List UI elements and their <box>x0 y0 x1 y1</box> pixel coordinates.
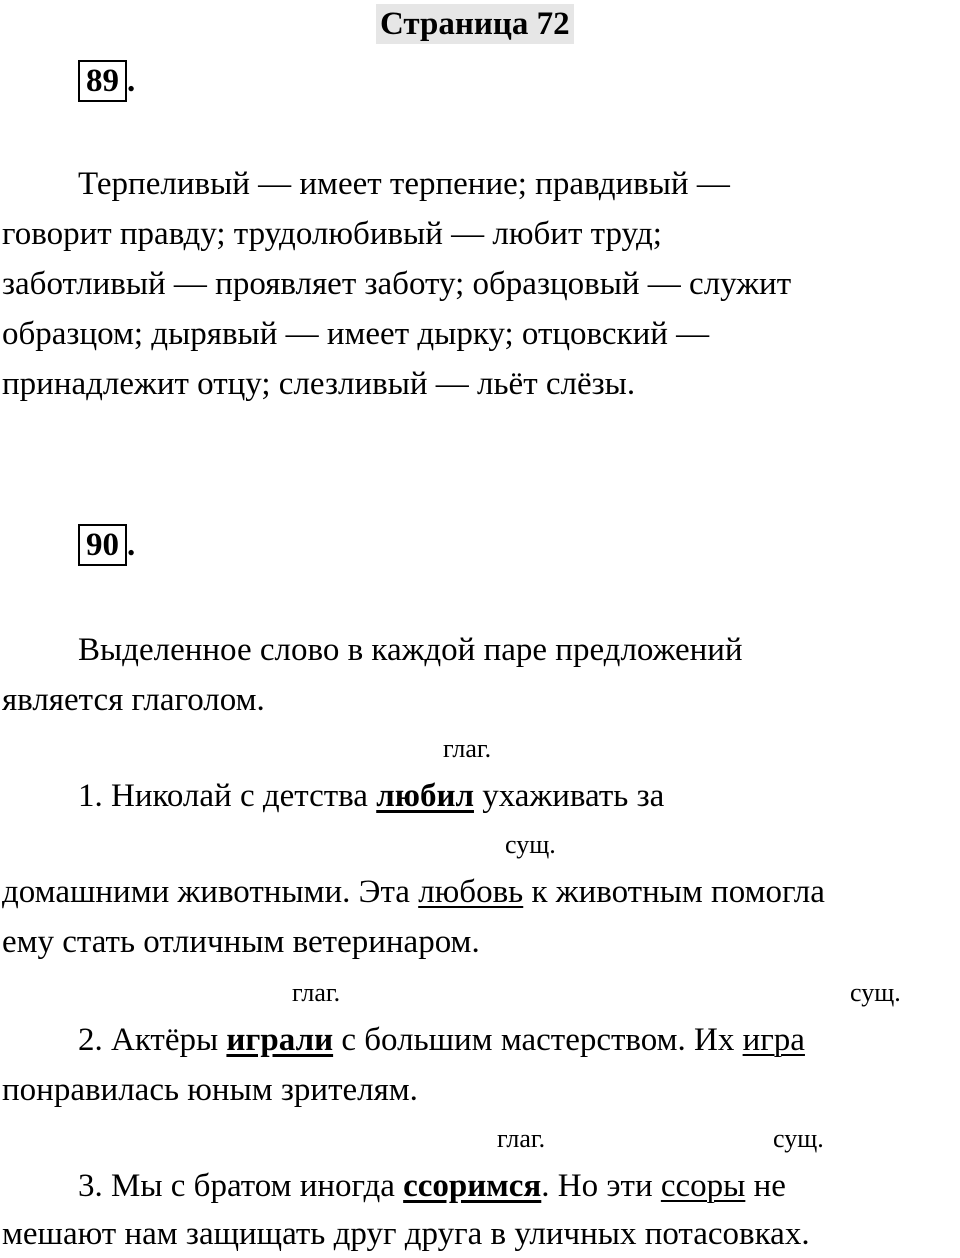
ex90-intro-line-2: является глаголом. <box>2 682 265 718</box>
item-1-noun: любовь <box>418 874 524 910</box>
item-2-text: 2. Актёры <box>78 1022 227 1058</box>
item-3-line-2: мешают нам защищать друг друга в уличных потасовках. <box>2 1216 810 1252</box>
item-1-line-1 <box>78 776 664 816</box>
ex89-line-3: заботливый — проявляет заботу; образцовый — служит <box>2 266 792 302</box>
item-2-verb: играли <box>226 1022 334 1058</box>
noun-note-2: сущ. <box>850 978 901 1007</box>
verb-note-3: глаг. <box>497 1124 546 1153</box>
ex89-line-5: принадлежит отцу; слезливый — льёт слёзы. <box>2 366 636 402</box>
item-1-line-2 <box>2 872 825 912</box>
ex89-line-2: говорит правду; трудолюбивый — любит труд; <box>2 216 662 252</box>
ex90-intro-line-1: Выделенное слово в каждой паре предложений <box>78 632 743 668</box>
item-1-verb: любил <box>376 778 474 814</box>
item-3-line-1 <box>78 1166 786 1206</box>
item-1-text: 1. Николай с детства <box>78 778 377 814</box>
ex89-line-4: образцом; дырявый — имеет дырку; отцовский — <box>2 316 710 352</box>
noun-note-3: сущ. <box>773 1124 824 1153</box>
item-2-text: с большим мастерством. Их <box>333 1022 743 1058</box>
item-3-text: 3. Мы с братом иногда <box>78 1168 404 1204</box>
exercise-number-dot: . <box>127 527 136 563</box>
item-3-noun: ссоры <box>660 1168 746 1204</box>
verb-note-1: глаг. <box>443 734 492 763</box>
item-1-line-3: ему стать отличным ветеринаром. <box>2 924 480 960</box>
exercise-number-90 <box>78 524 135 566</box>
item-1-text: ухаживать за <box>473 778 665 814</box>
page-title: Страница 72 <box>376 4 574 44</box>
item-3-text: не <box>745 1168 786 1204</box>
item-2-line-2: понравилась юным зрителям. <box>2 1072 418 1108</box>
ex89-line-1: Терпеливый — имеет терпение; правдивый — <box>78 166 730 202</box>
verb-note-2: глаг. <box>292 978 341 1007</box>
exercise-number-89 <box>78 60 135 102</box>
item-3-text: . Но эти <box>541 1168 661 1204</box>
exercise-number-dot: . <box>127 63 136 99</box>
exercise-number-box: 89 <box>78 60 127 102</box>
exercise-number-box: 90 <box>78 524 127 566</box>
item-2-line-1 <box>78 1020 805 1060</box>
item-2-noun: игра <box>742 1022 805 1058</box>
item-1-text: домашними животными. Эта <box>2 874 419 910</box>
item-1-text: к животным помогла <box>523 874 825 910</box>
noun-note-1: сущ. <box>505 830 556 859</box>
item-3-verb: ссоримся <box>403 1168 542 1204</box>
